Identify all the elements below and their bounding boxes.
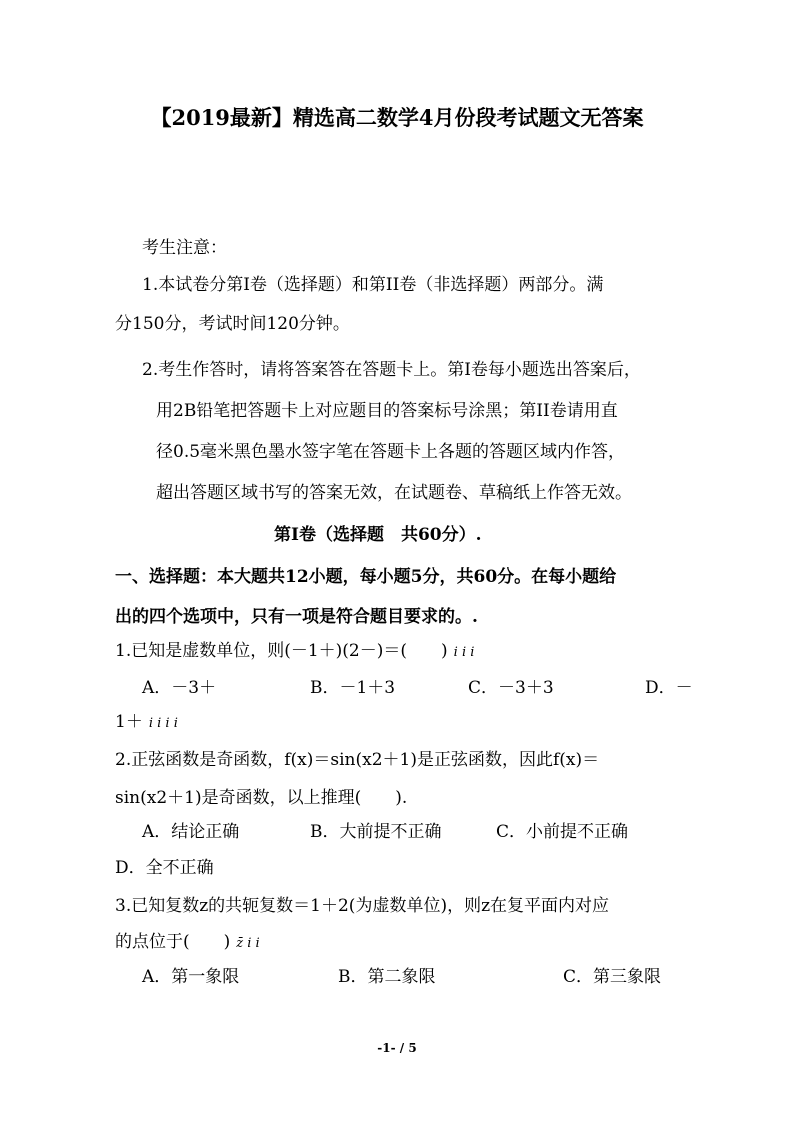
notice-item1-line2: 分150分，考试时间120分钟。 bbox=[115, 314, 350, 334]
question-3-line2-text: 的点位于( ) bbox=[115, 932, 231, 952]
question-3-line2 bbox=[115, 930, 260, 956]
question-2-line1: 2.正弦函数是奇函数，f(x)＝sin(x2＋1)是正弦函数，因此f(x)＝ bbox=[115, 750, 600, 770]
question-1-option-d-cont bbox=[115, 710, 178, 736]
question-2-option-d: D．全不正确 bbox=[115, 858, 214, 878]
question-1-option-c: C．－3＋3 bbox=[468, 678, 554, 698]
notice-item2-line4: 超出答题区域书写的答案无效，在试题卷、草稿纸上作答无效。 bbox=[156, 483, 632, 503]
section-title: 第I卷（选择题 共60分）. bbox=[274, 525, 482, 545]
notice-heading: 考生注意： bbox=[142, 238, 227, 258]
notice-item2-line3: 径0.5毫米黑色墨水签字笔在答题卡上各题的答题区域内作答， bbox=[156, 442, 626, 462]
question-3-option-c: C．第三象限 bbox=[563, 967, 662, 987]
question-3-line2-symbols: z̄ i i bbox=[236, 936, 260, 951]
question-1-stem-symbols: i i i bbox=[453, 645, 475, 660]
question-2-option-c: C．小前提不正确 bbox=[496, 822, 629, 842]
section-instructions-line1: 一、选择题：本大题共12小题，每小题5分，共60分。在每小题给 bbox=[115, 567, 617, 587]
notice-item2-line1: 2.考生作答时，请将答案答在答题卡上。第I卷每小题选出答案后， bbox=[142, 360, 641, 380]
question-2-option-a: A．结论正确 bbox=[142, 822, 240, 842]
page-number: -1- / 5 bbox=[377, 1041, 417, 1055]
question-1-option-a: A．－3＋ bbox=[142, 678, 217, 698]
question-1-option-b: B．－1＋3 bbox=[310, 678, 396, 698]
document-title: 【2019最新】精选高二数学4月份段考试题文无答案 bbox=[150, 105, 644, 130]
question-1-stem bbox=[115, 639, 474, 665]
question-2-option-b: B．大前提不正确 bbox=[310, 822, 442, 842]
notice-item1-line1: 1.本试卷分第I卷（选择题）和第II卷（非选择题）两部分。满 bbox=[142, 275, 604, 295]
question-3-option-b: B．第二象限 bbox=[338, 967, 436, 987]
section-instructions-line2: 出的四个选项中，只有一项是符合题目要求的。. bbox=[115, 607, 478, 627]
question-1-cont-symbols: i i i i bbox=[148, 716, 178, 731]
notice-item2-line2: 用2B铅笔把答题卡上对应题目的答案标号涂黑；第II卷请用直 bbox=[156, 401, 618, 421]
question-3-option-a: A．第一象限 bbox=[142, 967, 240, 987]
question-2-line2: sin(x2＋1)是奇函数，以上推理( ). bbox=[115, 788, 408, 808]
question-1-option-d: D．－ bbox=[645, 678, 693, 698]
question-1-cont-text: 1＋ bbox=[115, 712, 143, 732]
question-1-stem-text: 1.已知是虚数单位，则(－1＋)(2－)＝( ) bbox=[115, 641, 448, 661]
question-3-line1: 3.已知复数z的共轭复数＝1＋2(为虚数单位)，则z在复平面内对应 bbox=[115, 896, 610, 916]
